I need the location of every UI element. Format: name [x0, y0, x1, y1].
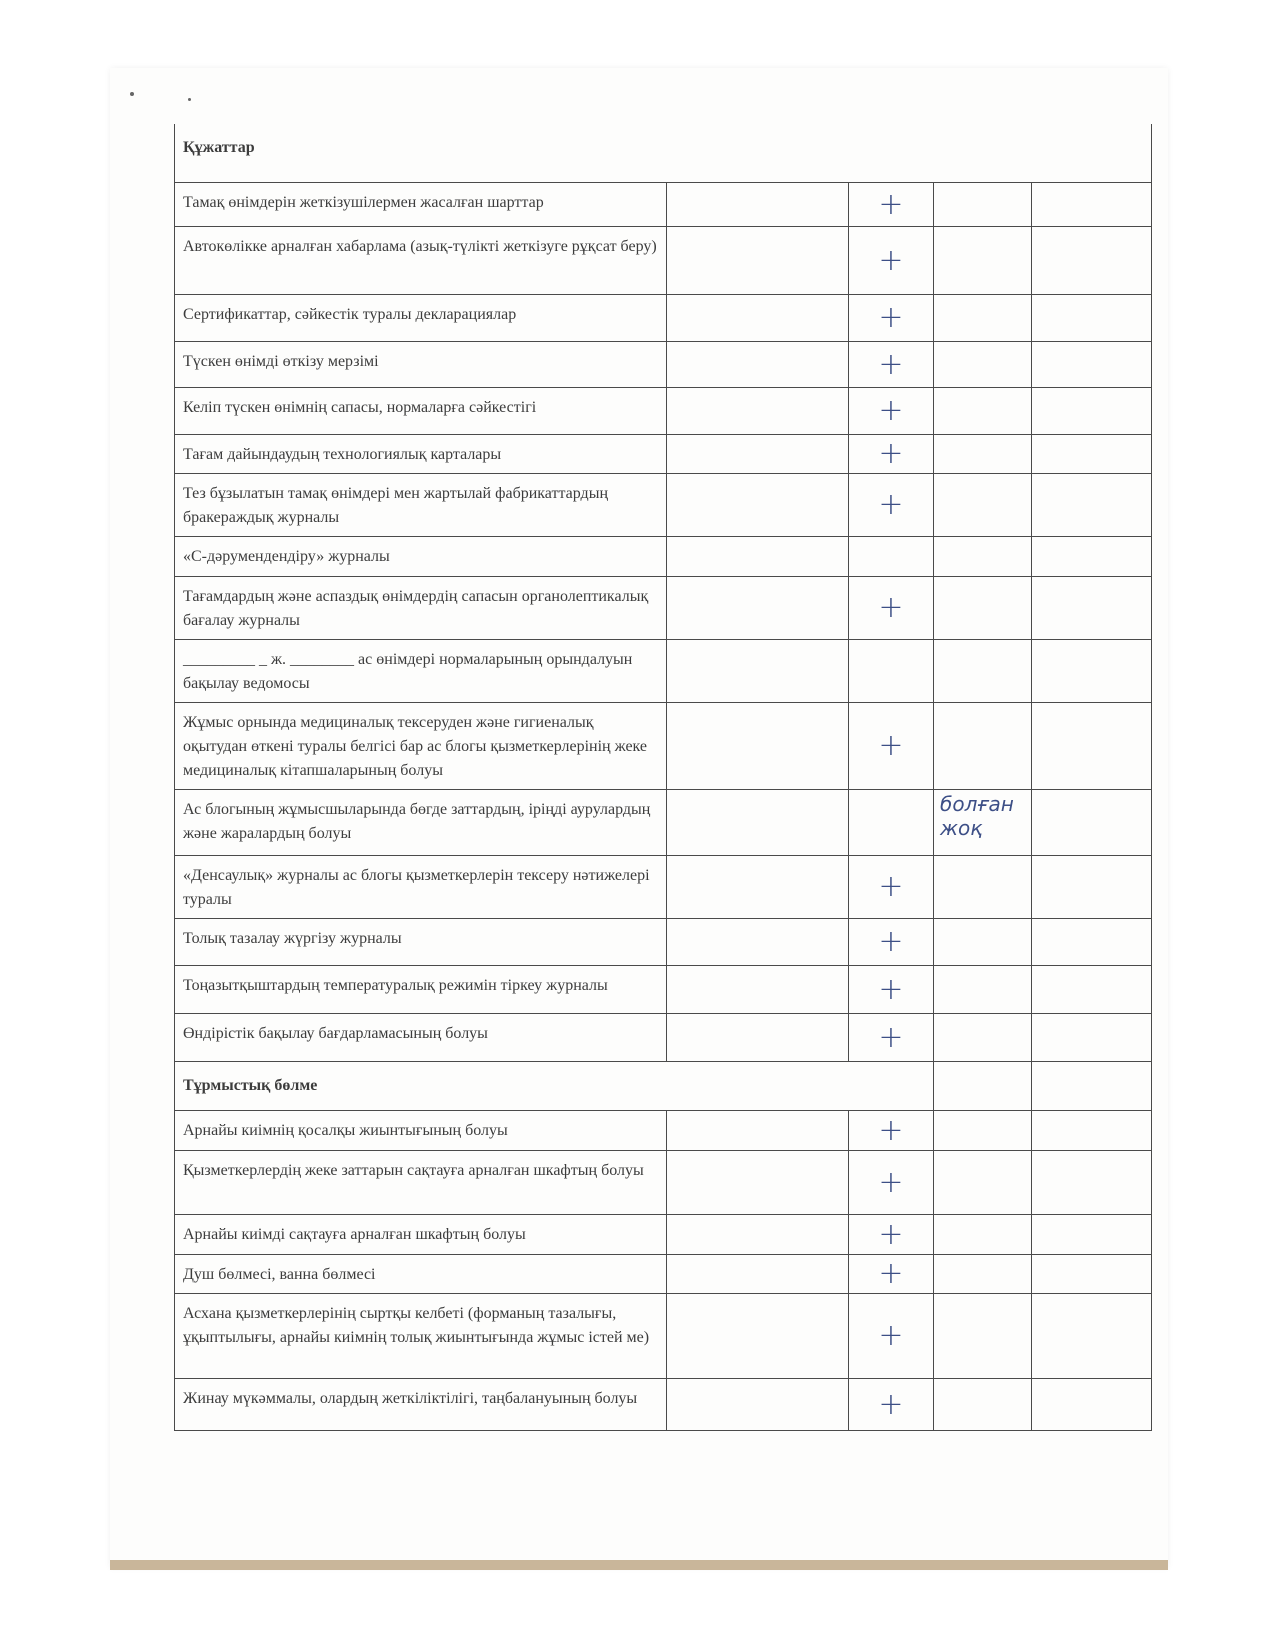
handwritten-note	[934, 1379, 1032, 1431]
checklist-item-label: Автокөлікке арналған хабарлама (азық-түлікті жеткізуге рұқсат беру)	[175, 227, 667, 295]
checklist-item-label: Өндірістік бақылау бағдарламасының болуы	[175, 1014, 667, 1062]
handwritten-note	[934, 1151, 1032, 1215]
blank-cell	[667, 295, 849, 342]
blank-cell	[1032, 183, 1152, 227]
handwritten-mark: +	[849, 856, 934, 919]
checklist-item-label: Арнайы киімді сақтауға арналған шкафтың болуы	[175, 1215, 667, 1255]
blank-cell	[667, 1111, 849, 1151]
blank-cell	[1032, 1111, 1152, 1151]
handwritten-mark: +	[849, 966, 934, 1014]
blank-cell	[667, 537, 849, 577]
blank-cell	[1032, 1151, 1152, 1215]
checklist-row	[175, 1215, 1152, 1255]
handwritten-mark: +	[849, 435, 934, 474]
section-header-row	[175, 1062, 1152, 1111]
blank-cell	[667, 1255, 849, 1294]
blank-cell	[667, 1294, 849, 1379]
handwritten-note	[934, 577, 1032, 640]
checklist-row	[175, 388, 1152, 435]
checklist-row	[175, 919, 1152, 966]
handwritten-mark: +	[849, 1294, 934, 1379]
checklist-row	[175, 435, 1152, 474]
blank-cell	[667, 919, 849, 966]
blank-cell	[1032, 1215, 1152, 1255]
checklist-item-label: Жинау мүкәммалы, олардың жеткіліктілігі, таңбалануының болуы	[175, 1379, 667, 1431]
blank-cell	[1032, 474, 1152, 537]
blank-cell	[1032, 342, 1152, 388]
blank-cell	[667, 183, 849, 227]
blank-cell	[1032, 1014, 1152, 1062]
blank-cell	[667, 1215, 849, 1255]
inspection-checklist-table	[174, 124, 1152, 1431]
checklist-item-label: Сертификаттар, сәйкестік туралы декларациялар	[175, 295, 667, 342]
handwritten-mark: +	[849, 1151, 934, 1215]
checklist-item-label: «Денсаулық» журналы ас блогы қызметкерлерін тексеру нәтижелері туралы	[175, 856, 667, 919]
checklist-item-label: Түскен өнімді өткізу мерзімі	[175, 342, 667, 388]
checklist-row	[175, 227, 1152, 295]
handwritten-note	[934, 1255, 1032, 1294]
handwritten-mark: +	[849, 474, 934, 537]
handwritten-note	[934, 1215, 1032, 1255]
checklist-row	[175, 295, 1152, 342]
blank-cell	[667, 1151, 849, 1215]
blank-cell	[1032, 435, 1152, 474]
handwritten-note	[934, 1014, 1032, 1062]
handwritten-mark: +	[849, 388, 934, 435]
handwritten-note	[934, 295, 1032, 342]
handwritten-mark: +	[849, 1111, 934, 1151]
handwritten-note	[934, 1111, 1032, 1151]
checklist-item-label: _________ _ ж. ________ ас өнімдері нормаларының орындалуын бақылау ведомосы	[175, 640, 667, 703]
handwritten-mark: +	[849, 1379, 934, 1431]
section-header-row	[175, 124, 1152, 183]
blank-cell	[667, 640, 849, 703]
checklist-item-label: Тез бұзылатын тамақ өнімдері мен жартылай фабрикаттардың бракераждық журналы	[175, 474, 667, 537]
handwritten-note	[934, 388, 1032, 435]
handwritten-note	[934, 966, 1032, 1014]
checklist-item-label: «С-дәрумендендіру» журналы	[175, 537, 667, 577]
blank-cell	[1032, 1294, 1152, 1379]
checklist-item-label: Ас блогының жұмысшыларында бөгде заттардың, іріңді аурулардың және жаралардың болуы	[175, 790, 667, 856]
handwritten-mark: +	[849, 919, 934, 966]
blank-cell	[1032, 537, 1152, 577]
checklist-item-label: Душ бөлмесі, ванна бөлмесі	[175, 1255, 667, 1294]
checklist-item-label: Тағамдардың және аспаздық өнімдердің сапасын органолептикалық бағалау журналы	[175, 577, 667, 640]
handwritten-mark: +	[849, 295, 934, 342]
handwritten-mark: +	[849, 1255, 934, 1294]
checklist-row	[175, 640, 1152, 703]
handwritten-note	[934, 474, 1032, 537]
blank-cell	[667, 856, 849, 919]
dust-speck	[188, 98, 191, 101]
checklist-row	[175, 1014, 1152, 1062]
checklist-row	[175, 1255, 1152, 1294]
checklist-row	[175, 856, 1152, 919]
blank-cell	[1032, 388, 1152, 435]
checklist-row	[175, 1379, 1152, 1431]
handwritten-mark: +	[849, 703, 934, 790]
handwritten-note	[934, 640, 1032, 703]
handwritten-mark: +	[849, 1215, 934, 1255]
blank-cell	[1032, 1379, 1152, 1431]
blank-cell	[1032, 966, 1152, 1014]
checklist-row	[175, 342, 1152, 388]
blank-cell	[1032, 1255, 1152, 1294]
handwritten-mark	[849, 640, 934, 703]
blank-cell	[1032, 919, 1152, 966]
handwritten-note: болған жоқ	[934, 790, 1032, 856]
blank-cell	[1032, 295, 1152, 342]
checklist-item-label: Тамақ өнімдерін жеткізушілермен жасалған шарттар	[175, 183, 667, 227]
section-empty-cell	[934, 1062, 1032, 1111]
desk-edge	[110, 1560, 1168, 1570]
handwritten-note	[934, 919, 1032, 966]
checklist-item-label: Қызметкерлердің жеке заттарын сақтауға арналған шкафтың болуы	[175, 1151, 667, 1215]
handwritten-note	[934, 183, 1032, 227]
checklist-item-label: Толық тазалау жүргізу журналы	[175, 919, 667, 966]
blank-cell	[667, 435, 849, 474]
checklist-row	[175, 703, 1152, 790]
blank-cell	[1032, 703, 1152, 790]
handwritten-mark	[849, 537, 934, 577]
blank-cell	[667, 1014, 849, 1062]
checklist-item-label: Тағам дайындаудың технологиялық карталары	[175, 435, 667, 474]
checklist-row	[175, 474, 1152, 537]
section-title: Тұрмыстық бөлме	[175, 1062, 934, 1111]
handwritten-mark: +	[849, 183, 934, 227]
checklist-row	[175, 966, 1152, 1014]
blank-cell	[1032, 856, 1152, 919]
blank-cell	[667, 342, 849, 388]
section-empty-cell	[1032, 1062, 1152, 1111]
checklist-item-label: Келіп түскен өнімнің сапасы, нормаларға сәйкестігі	[175, 388, 667, 435]
handwritten-note	[934, 342, 1032, 388]
checklist-item-label: Жұмыс орнында медициналық тексеруден және гигиеналық оқытудан өткені туралы белгісі бар ас блогы қызметкерлерінің жеке медициналық кітапшаларының болуы	[175, 703, 667, 790]
blank-cell	[1032, 640, 1152, 703]
blank-cell	[1032, 577, 1152, 640]
handwritten-note	[934, 435, 1032, 474]
blank-cell	[1032, 227, 1152, 295]
handwritten-mark: +	[849, 577, 934, 640]
checklist-row	[175, 1151, 1152, 1215]
checklist-row	[175, 1111, 1152, 1151]
checklist-row	[175, 1294, 1152, 1379]
checklist-row	[175, 183, 1152, 227]
blank-cell	[667, 388, 849, 435]
blank-cell	[667, 577, 849, 640]
checklist-row	[175, 790, 1152, 856]
handwritten-mark: +	[849, 1014, 934, 1062]
checklist-item-label: Тоңазытқыштардың температуралық режимін тіркеу журналы	[175, 966, 667, 1014]
blank-cell	[667, 790, 849, 856]
checklist-item-label: Арнайы киімнің қосалқы жиынтығының болуы	[175, 1111, 667, 1151]
handwritten-note	[934, 227, 1032, 295]
checklist-row	[175, 577, 1152, 640]
blank-cell	[667, 227, 849, 295]
handwritten-mark: +	[849, 342, 934, 388]
checklist-item-label: Асхана қызметкерлерінің сыртқы келбеті (форманың тазалығы, ұқыптылығы, арнайы киімнің толық жиынтығында жұмыс істей ме)	[175, 1294, 667, 1379]
handwritten-mark	[849, 790, 934, 856]
handwritten-note	[934, 1294, 1032, 1379]
checklist-row	[175, 537, 1152, 577]
section-title: Құжаттар	[175, 124, 1152, 183]
blank-cell	[667, 703, 849, 790]
blank-cell	[1032, 790, 1152, 856]
blank-cell	[667, 474, 849, 537]
handwritten-mark: +	[849, 227, 934, 295]
dust-speck	[130, 92, 134, 96]
handwritten-note	[934, 537, 1032, 577]
handwritten-note	[934, 703, 1032, 790]
blank-cell	[667, 1379, 849, 1431]
blank-cell	[667, 966, 849, 1014]
handwritten-note	[934, 856, 1032, 919]
